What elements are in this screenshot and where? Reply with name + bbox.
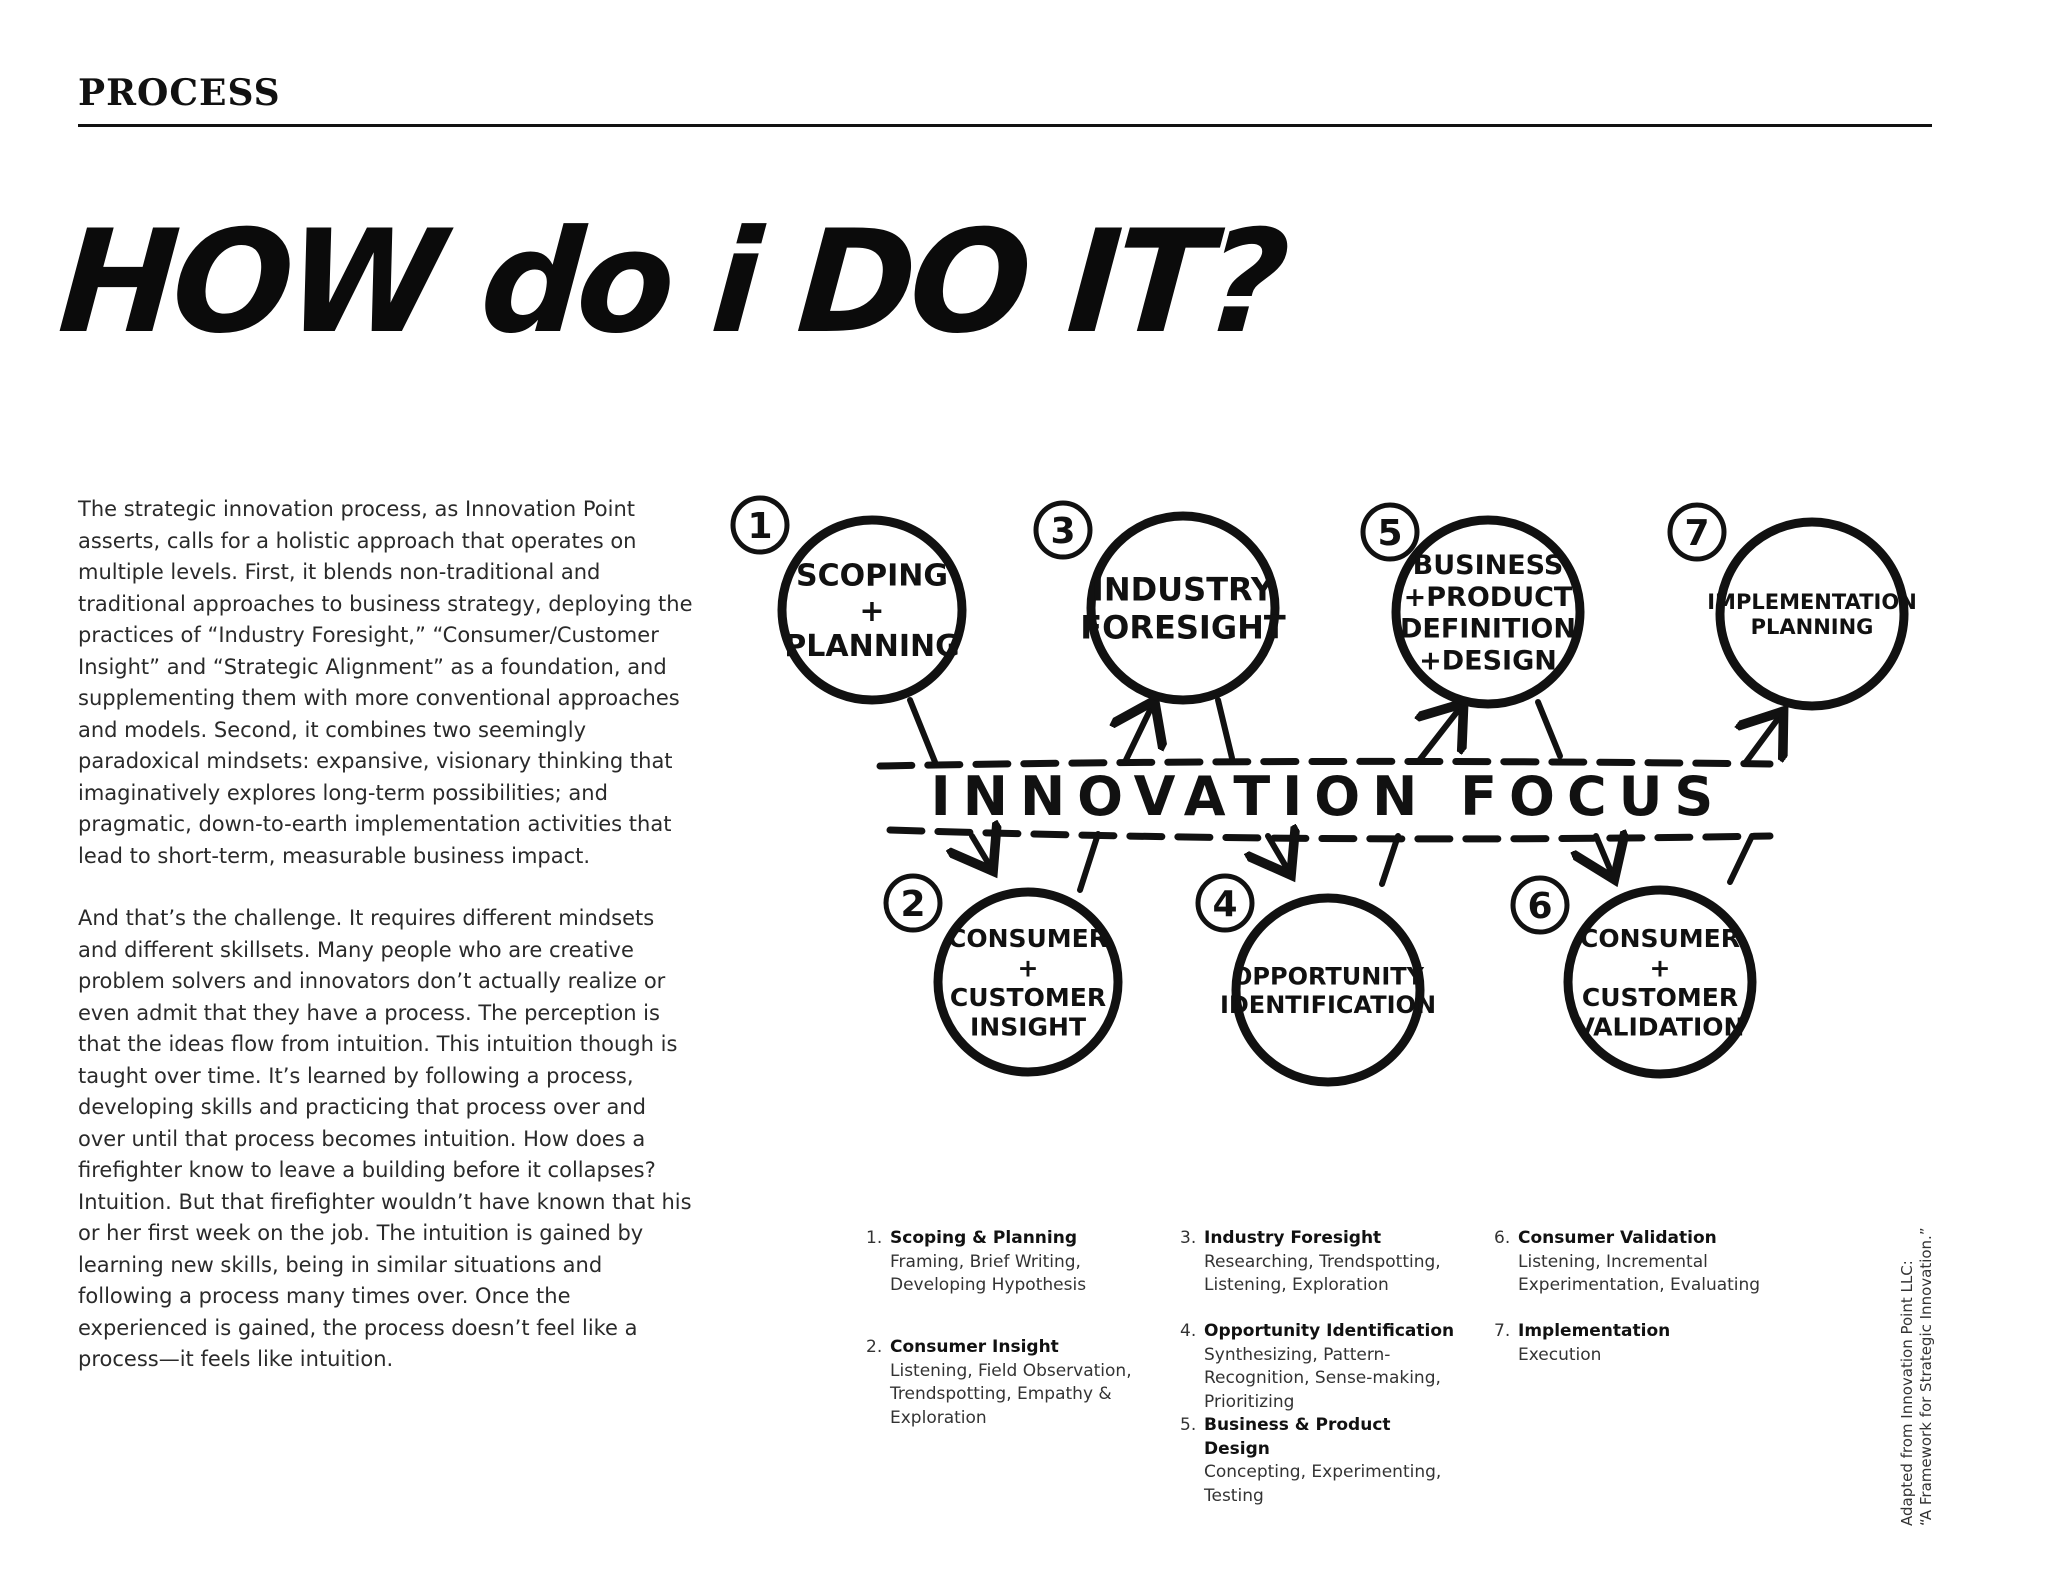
connector-3 (1218, 700, 1232, 758)
step-label-line: CONSUMER (947, 923, 1109, 953)
step-label-line: + (1649, 953, 1671, 983)
legend-heading: Business & Product Design (1204, 1415, 1391, 1459)
step-label-line: FORESIGHT (1080, 608, 1286, 647)
step-node-7 (1670, 505, 1917, 706)
step-node-3 (1036, 503, 1286, 700)
connector-3-arrow (1125, 706, 1152, 762)
focus-lower-dashline (890, 830, 1770, 839)
legend-description: Listening, Field Observation, Trendspotting, Empathy & Exploration (890, 1360, 1132, 1428)
step-label-line: PLANNING (784, 629, 960, 665)
step-number: 7 (1684, 513, 1710, 554)
legend-heading: Consumer Insight (890, 1337, 1059, 1357)
connector-5 (1538, 702, 1560, 756)
section-title: PROCESS (78, 72, 281, 114)
legend-heading: Implementation (1518, 1321, 1671, 1341)
legend-description: Execution (1518, 1344, 1602, 1365)
step-label-line: INDUSTRY (1091, 570, 1275, 609)
step-label-line: + (859, 593, 885, 629)
body-paragraph-2: And that’s the challenge. It requires different mindsets and different skillsets. Many people who are creative problem solvers and innovators don’t actually realize or even admit that they have a process. The perception is that the ideas flow from intuition. This intuition though is taught over time. It’s learned by following a process, developing skills and practicing that process over and over until that process becomes intuition. How does a firefighter know to leave a building before it collapses? Intuition. But that firefighter wouldn’t have known that his or her first week on the job. The intuition is gained by learning new skills, being in similar situations and following a process many times over. Once the experienced is gained, the process doesn’t feel like a process—it feels like intuition. (78, 906, 692, 1371)
body-paragraph-1: The strategic innovation process, as Innovation Point asserts, calls for a holistic approach that operates on multiple levels. First, it blends non-traditional and traditional approaches to business strategy, deploying the practices of “Industry Foresight,” “Consumer/Customer Insight” and “Strategic Alignment” as a foundation, and supplementing them with more conventional approaches and models. Second, it combines two seemingly paradoxical mindsets: expansive, visionary thinking that imaginatively explores long-term possibilities; and pragmatic, down-to-earth implementation activities that lead to short-term, measurable business impact. (78, 497, 693, 868)
step-label-line: VALIDATION (1575, 1012, 1745, 1042)
step-label-line: BUSINESS (1412, 549, 1564, 581)
connectors-bottom (972, 834, 1752, 890)
connector-6-arrow (1596, 836, 1612, 874)
legend-item (866, 1336, 1140, 1430)
step-label-line: CUSTOMER (949, 982, 1107, 1012)
step-label-line: SCOPING (795, 558, 949, 594)
legend-number: 4. (1180, 1321, 1197, 1341)
connector-6 (1730, 836, 1752, 882)
step-label-line: +DESIGN (1419, 645, 1557, 677)
step-label-line: IDENTIFICATION (1219, 990, 1437, 1019)
legend-item (1180, 1414, 1454, 1508)
legend-number: 3. (1180, 1228, 1197, 1248)
connector-2-arrow (972, 836, 990, 866)
legend-description: Researching, Trendspotting, Listening, Exploration (1204, 1251, 1441, 1295)
connectors-top (910, 700, 1780, 762)
legend-number: 7. (1494, 1321, 1511, 1341)
step-label-line: + (1017, 953, 1039, 983)
step-node-2 (886, 876, 1118, 1072)
step-number: 2 (900, 884, 926, 925)
legend-number: 6. (1494, 1228, 1511, 1248)
step-node-4 (1198, 876, 1436, 1082)
step-node-1 (733, 498, 962, 700)
legend-heading: Industry Foresight (1204, 1228, 1382, 1248)
legend-number: 1. (866, 1228, 883, 1248)
step-label-line: +PRODUCT (1403, 581, 1573, 613)
credit-line-1: Adapted from Innovation Point LLC: (1898, 1260, 1916, 1526)
step-label-line: DEFINITION (1399, 613, 1577, 645)
step-number: 4 (1212, 884, 1238, 925)
legend-number: 2. (866, 1337, 883, 1357)
step-node-5 (1363, 505, 1580, 704)
step-label-line: IMPLEMENTATION (1707, 590, 1917, 615)
step-label-line: OPPORTUNITY (1231, 962, 1425, 991)
step-number: 1 (747, 506, 773, 547)
connector-1 (910, 700, 935, 762)
credit-line-2: “A Framework for Strategic Innovation.” (1917, 1227, 1935, 1526)
legend-item (1494, 1227, 1818, 1298)
legend-description: Listening, Incremental Experimentation, Evaluating (1518, 1251, 1761, 1295)
step-label-line: CONSUMER (1579, 923, 1741, 953)
step-number: 6 (1527, 886, 1553, 927)
legend-number: 5. (1180, 1415, 1197, 1435)
connector-2 (1080, 834, 1098, 890)
legend-description: Concepting, Experimenting, Testing (1204, 1462, 1442, 1506)
connector-4 (1382, 836, 1398, 884)
hero-title: HOW do i DO IT? (54, 200, 1289, 365)
innovation-focus-label: INNOVATION FOCUS (930, 765, 1726, 828)
step-number: 3 (1050, 511, 1076, 552)
legend-item (1180, 1320, 1474, 1414)
legend-description: Framing, Brief Writing, Developing Hypothesis (890, 1251, 1087, 1295)
step-label-line: INSIGHT (969, 1012, 1087, 1042)
step-label-line: CUSTOMER (1581, 982, 1739, 1012)
legend-item (866, 1227, 1140, 1298)
legend-item (1494, 1320, 1778, 1367)
step-number: 5 (1377, 513, 1403, 554)
legend-heading: Opportunity Identification (1204, 1321, 1455, 1341)
legend-heading: Consumer Validation (1518, 1228, 1717, 1248)
legend-description: Synthesizing, Pattern-Recognition, Sense-making, Prioritizing (1204, 1344, 1441, 1412)
legend-heading: Scoping & Planning (890, 1228, 1077, 1248)
step-node-6 (1513, 878, 1752, 1074)
connector-5-arrow (1418, 708, 1460, 762)
source-credit (1898, 1227, 1936, 1526)
legend-item (1180, 1227, 1464, 1298)
connector-7-arrow (1746, 716, 1780, 762)
step-label-line: PLANNING (1750, 614, 1874, 639)
